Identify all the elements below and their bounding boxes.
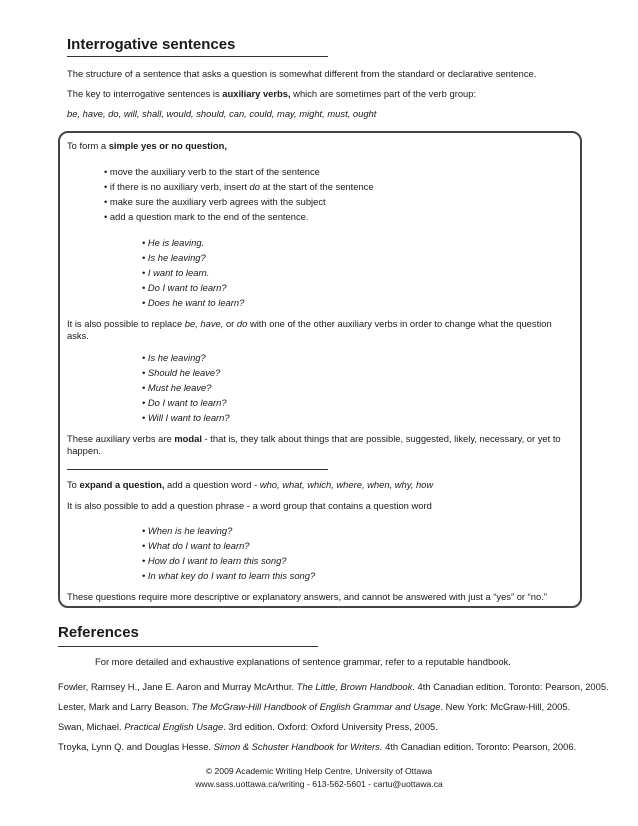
step-item <box>104 211 308 222</box>
references-heading: References <box>58 624 139 641</box>
example-item: • Does he want to learn? <box>142 297 245 308</box>
modal-paragraph <box>67 433 571 456</box>
ref-title: The Little, Brown Handbook <box>296 681 413 692</box>
ref-author: Troyka, Lynn Q. and Douglas Hesse. <box>58 741 214 752</box>
step-italic: do <box>249 181 260 192</box>
step-item <box>104 181 374 192</box>
expand-bold: expand a question, <box>79 479 165 490</box>
phrase-paragraph: It is also possible to add a question phrase - a word group that contains a question word <box>67 500 432 511</box>
ref-title: The McGraw-Hill Handbook of English Grammar and Usage <box>191 701 441 712</box>
replace-italic-2: do <box>236 318 248 329</box>
yesno-bold: simple yes or no question, <box>108 140 227 151</box>
step-text: • make sure the auxiliary verb agrees with the subject <box>104 196 326 207</box>
ref-title: Practical English Usage <box>124 721 224 732</box>
example-item: • Do I want to learn? <box>142 282 227 293</box>
yesno-pre: To form a <box>67 140 109 151</box>
ref-author: Fowler, Ramsey H., Jane E. Aaron and Murray McArthur. <box>58 681 297 692</box>
step-text: • if there is no auxiliary verb, insert <box>104 181 250 192</box>
reference-entry <box>58 701 570 712</box>
ref-author: Swan, Michael. <box>58 721 125 732</box>
example-item: • I want to learn. <box>142 267 210 278</box>
closing-paragraph: These questions require more descriptive or explanatory answers, and cannot be answered with just a “yes” or “no.” <box>67 591 547 602</box>
footer-contact: www.sass.uottawa.ca/writing - 613-562-5601 - cartu@uottawa.ca <box>195 779 443 789</box>
heading-rule <box>67 56 328 57</box>
example-item: • Should he leave? <box>142 367 221 378</box>
expand-paragraph <box>67 479 433 490</box>
expand-italic: who, what, which, where, when, why, how <box>259 479 434 490</box>
footer-copyright: © 2009 Academic Writing Help Centre, University of Ottawa <box>205 766 433 776</box>
replace-pre: It is also possible to replace <box>67 318 185 329</box>
replace-paragraph <box>67 318 567 341</box>
intro2-pre: The key to interrogative sentences is <box>67 88 223 99</box>
replace-italic-1: be, have, <box>184 318 224 329</box>
reference-entry <box>58 681 609 692</box>
example-item: • Do I want to learn? <box>142 397 227 408</box>
step-text-post: at the start of the sentence <box>259 181 374 192</box>
yesno-intro <box>67 140 227 151</box>
section-heading: Interrogative sentences <box>67 36 236 53</box>
example-item: • Is he leaving? <box>142 352 206 363</box>
intro2-post: which are sometimes part of the verb group: <box>290 88 477 99</box>
reference-entry <box>58 741 576 752</box>
step-item <box>104 166 320 177</box>
replace-post: with one of the other auxiliary verbs in order to change what the question asks. <box>67 318 552 341</box>
ref-publication: 4th Canadian edition. Toronto: Pearson, 2006. <box>382 741 577 752</box>
example-item: • He is leaving. <box>142 237 205 248</box>
reference-entry <box>58 721 438 732</box>
ref-title: Simon & Schuster Handbook for Writers. <box>213 741 383 752</box>
example-item: • In what key do I want to learn this song? <box>142 570 316 581</box>
expand-mid: add a question word - <box>164 479 260 490</box>
ref-publication: . New York: McGraw-Hill, 2005. <box>440 701 571 712</box>
ref-publication: . 3rd edition. Oxford: Oxford University Press, 2005. <box>223 721 438 732</box>
intro-paragraph-1: The structure of a sentence that asks a question is somewhat different from the standard or declarative sentence. <box>67 68 537 79</box>
references-rule <box>58 646 318 647</box>
intro2-bold: auxiliary verbs, <box>222 88 291 99</box>
intro-paragraph-2 <box>67 88 476 99</box>
step-text: • add a question mark to the end of the sentence. <box>104 211 309 222</box>
example-item: • What do I want to learn? <box>142 540 250 551</box>
step-item <box>104 196 326 207</box>
modal-bold: modal <box>174 433 202 444</box>
modal-post: - that is, they talk about things that are possible, suggested, likely, necessary, or yet to happen. <box>67 433 561 456</box>
modal-pre: These auxiliary verbs are <box>67 433 175 444</box>
example-item: • When is he leaving? <box>142 525 233 536</box>
ref-publication: . 4th Canadian edition. Toronto: Pearson, 2005. <box>412 681 609 692</box>
ref-author: Lester, Mark and Larry Beason. <box>58 701 192 712</box>
example-item: • How do I want to learn this song? <box>142 555 287 566</box>
example-item: • Must he leave? <box>142 382 212 393</box>
expand-pre: To <box>67 479 80 490</box>
box-divider <box>67 469 328 470</box>
references-note: For more detailed and exhaustive explanations of sentence grammar, refer to a reputable handbook. <box>95 656 511 667</box>
step-text: • move the auxiliary verb to the start of the sentence <box>104 166 320 177</box>
example-item: • Will I want to learn? <box>142 412 230 423</box>
example-item: • Is he leaving? <box>142 252 206 263</box>
auxiliary-verb-list: be, have, do, will, shall, would, should, can, could, may, might, must, ought <box>67 108 377 119</box>
replace-mid: or <box>223 318 237 329</box>
